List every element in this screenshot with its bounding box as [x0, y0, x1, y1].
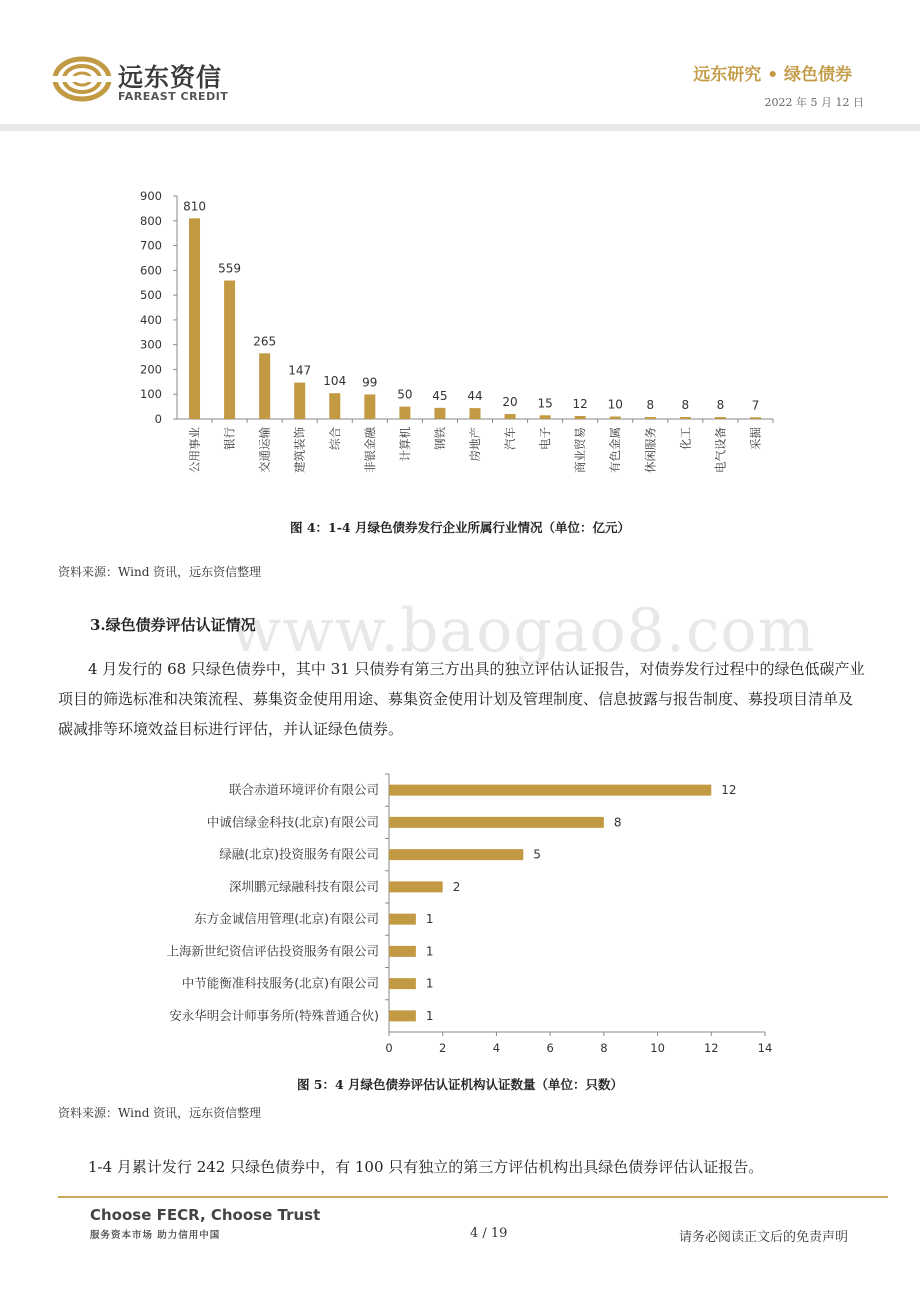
bar — [389, 785, 711, 796]
data-label: 12 — [572, 397, 588, 412]
data-label: 810 — [183, 199, 206, 214]
bar — [610, 417, 621, 419]
data-label: 104 — [323, 374, 347, 389]
category-label: 商业贸易 — [573, 427, 588, 473]
section-heading: 3.绿色债券评估认证情况 — [90, 616, 256, 634]
bar — [389, 914, 416, 925]
category-label: 采掘 — [748, 427, 763, 450]
watermark-text: www.baogao8.com — [230, 596, 816, 666]
data-label: 20 — [502, 395, 518, 410]
category-label: 深圳鹏元绿融科技有限公司 — [228, 878, 379, 894]
report-date: 2022 年 5 月 12 日 — [764, 96, 864, 109]
fareast-rings-logo-icon — [52, 54, 112, 108]
data-label: 265 — [253, 334, 277, 349]
category-label: 中节能衡准科技服务(北京)有限公司 — [181, 975, 379, 991]
data-label: 5 — [533, 847, 541, 862]
data-label: 10 — [607, 397, 623, 412]
figure4-caption: 图 4：1-4 月绿色债券发行企业所属行业情况（单位：亿元） — [290, 520, 630, 535]
x-tick-label: 2 — [439, 1041, 447, 1055]
figure5-caption: 图 5：4 月绿色债券评估认证机构认证数量（单位：只数） — [296, 1077, 624, 1092]
category-label: 中诚信绿金科技(北京)有限公司 — [206, 814, 379, 830]
x-tick-label: 0 — [385, 1041, 393, 1055]
category-label: 交通运输 — [257, 427, 272, 473]
y-tick-label: 700 — [140, 238, 162, 253]
bar — [680, 417, 691, 419]
category-label: 钢铁 — [432, 427, 447, 450]
bar — [575, 416, 586, 419]
data-label: 44 — [467, 389, 483, 404]
page-number: 4 / 19 — [470, 1226, 508, 1241]
bar — [294, 383, 305, 419]
category-label: 东方金诚信用管理(北京)有限公司 — [194, 911, 379, 927]
header-divider — [0, 124, 920, 131]
category-label: 电子 — [538, 427, 553, 450]
x-tick-label: 4 — [492, 1041, 501, 1055]
category-label: 有色金属 — [608, 427, 623, 473]
y-tick-label: 200 — [140, 362, 162, 377]
category-label: 联合赤道环境评价有限公司 — [228, 782, 379, 798]
category-label: 建筑装饰 — [292, 427, 307, 473]
data-label: 7 — [751, 398, 760, 413]
bar — [224, 280, 235, 419]
x-tick-label: 8 — [600, 1041, 608, 1055]
bar — [470, 408, 481, 419]
bar — [750, 417, 761, 419]
x-tick-label: 6 — [546, 1041, 554, 1055]
closing-paragraph: 1-4 月累计发行 242 只绿色债券中，有 100 只有独立的第三方评估机构出具绿色债券评估认证报告。 — [88, 1158, 764, 1176]
figure5-source: 资料来源：Wind 资讯，远东资信整理 — [58, 1106, 262, 1120]
bar — [540, 415, 551, 419]
footer-slogan-cn: 服务资本市场 助力信用中国 — [90, 1230, 221, 1241]
bar — [505, 414, 516, 419]
category-label: 绿融(北京)投资服务有限公司 — [219, 846, 379, 862]
bar — [389, 881, 443, 892]
y-tick-label: 300 — [140, 337, 162, 352]
bar — [645, 417, 656, 419]
y-tick-label: 0 — [154, 412, 162, 426]
category-label: 休闲服务 — [643, 427, 658, 473]
bar — [389, 978, 416, 989]
bar — [399, 407, 410, 419]
category-label: 房地产 — [468, 427, 482, 462]
certifier-bar-chart — [0, 770, 920, 1070]
category-label: 计算机 — [397, 427, 412, 462]
brand-name-cn: 远东资信 — [118, 63, 223, 92]
category-label: 上海新世纪资信评估投资服务有限公司 — [166, 943, 379, 959]
data-label: 1 — [425, 912, 434, 927]
section-paragraph: 4 月发行的 68 只绿色债券中，其中 31 只债券有第三方出具的独立评估认证报告，对债券发行过程中的绿色低碳产业项目的筛选标准和决策流程、募集资金使用用途、募集资金使用计划及管理制度、信息披露与报告制度、募投项目清单及碳减排等环境效益目标进行评估，并认证绿色债券。 — [58, 660, 865, 738]
bar — [329, 393, 340, 419]
y-tick-label: 600 — [140, 263, 162, 278]
data-label: 147 — [288, 363, 312, 378]
footer-divider — [58, 1196, 888, 1198]
data-label: 1 — [425, 976, 434, 991]
data-label: 8 — [716, 398, 725, 413]
category-label: 汽车 — [503, 427, 518, 450]
bar — [389, 1010, 416, 1021]
category-label: 化工 — [678, 427, 693, 450]
category-label: 非银金融 — [362, 427, 377, 473]
data-label: 8 — [613, 815, 622, 830]
y-tick-label: 400 — [140, 312, 162, 327]
data-label: 99 — [362, 375, 378, 390]
bar — [389, 849, 523, 860]
bar — [364, 394, 375, 419]
x-tick-label: 14 — [757, 1041, 773, 1055]
bar — [389, 946, 416, 957]
y-tick-label: 500 — [140, 288, 162, 303]
footer-disclaimer: 请务必阅读正文后的免责声明 — [678, 1230, 848, 1245]
bar — [434, 408, 445, 419]
bar — [389, 817, 604, 828]
category-label: 安永华明会计师事务所(特殊普通合伙) — [169, 1007, 379, 1023]
brand-name-en: FAREAST CREDIT — [118, 90, 229, 103]
data-label: 12 — [721, 783, 737, 798]
category-label: 综合 — [327, 427, 342, 450]
data-label: 1 — [425, 1008, 434, 1023]
data-label: 8 — [681, 398, 690, 413]
x-tick-label: 10 — [650, 1041, 665, 1055]
data-label: 2 — [452, 879, 461, 894]
industry-bar-chart — [0, 180, 920, 490]
data-label: 45 — [432, 388, 448, 403]
data-label: 50 — [397, 387, 413, 402]
report-series-title: 远东研究 • 绿色债券 — [693, 65, 852, 85]
figure4-source: 资料来源：Wind 资讯，远东资信整理 — [58, 565, 262, 579]
data-label: 1 — [425, 944, 434, 959]
x-tick-label: 12 — [703, 1041, 719, 1055]
bar — [715, 417, 726, 419]
data-label: 8 — [646, 398, 655, 413]
y-tick-label: 800 — [140, 213, 162, 228]
category-label: 公用事业 — [187, 427, 202, 473]
y-tick-label: 900 — [140, 189, 162, 203]
bar — [259, 353, 270, 419]
footer-slogan-en: Choose FECR, Choose Trust — [90, 1206, 321, 1224]
category-label: 银行 — [222, 427, 237, 450]
data-label: 15 — [537, 396, 553, 411]
bar — [189, 218, 200, 419]
category-label: 电气设备 — [713, 427, 728, 473]
data-label: 559 — [218, 261, 242, 276]
y-tick-label: 100 — [140, 387, 162, 402]
